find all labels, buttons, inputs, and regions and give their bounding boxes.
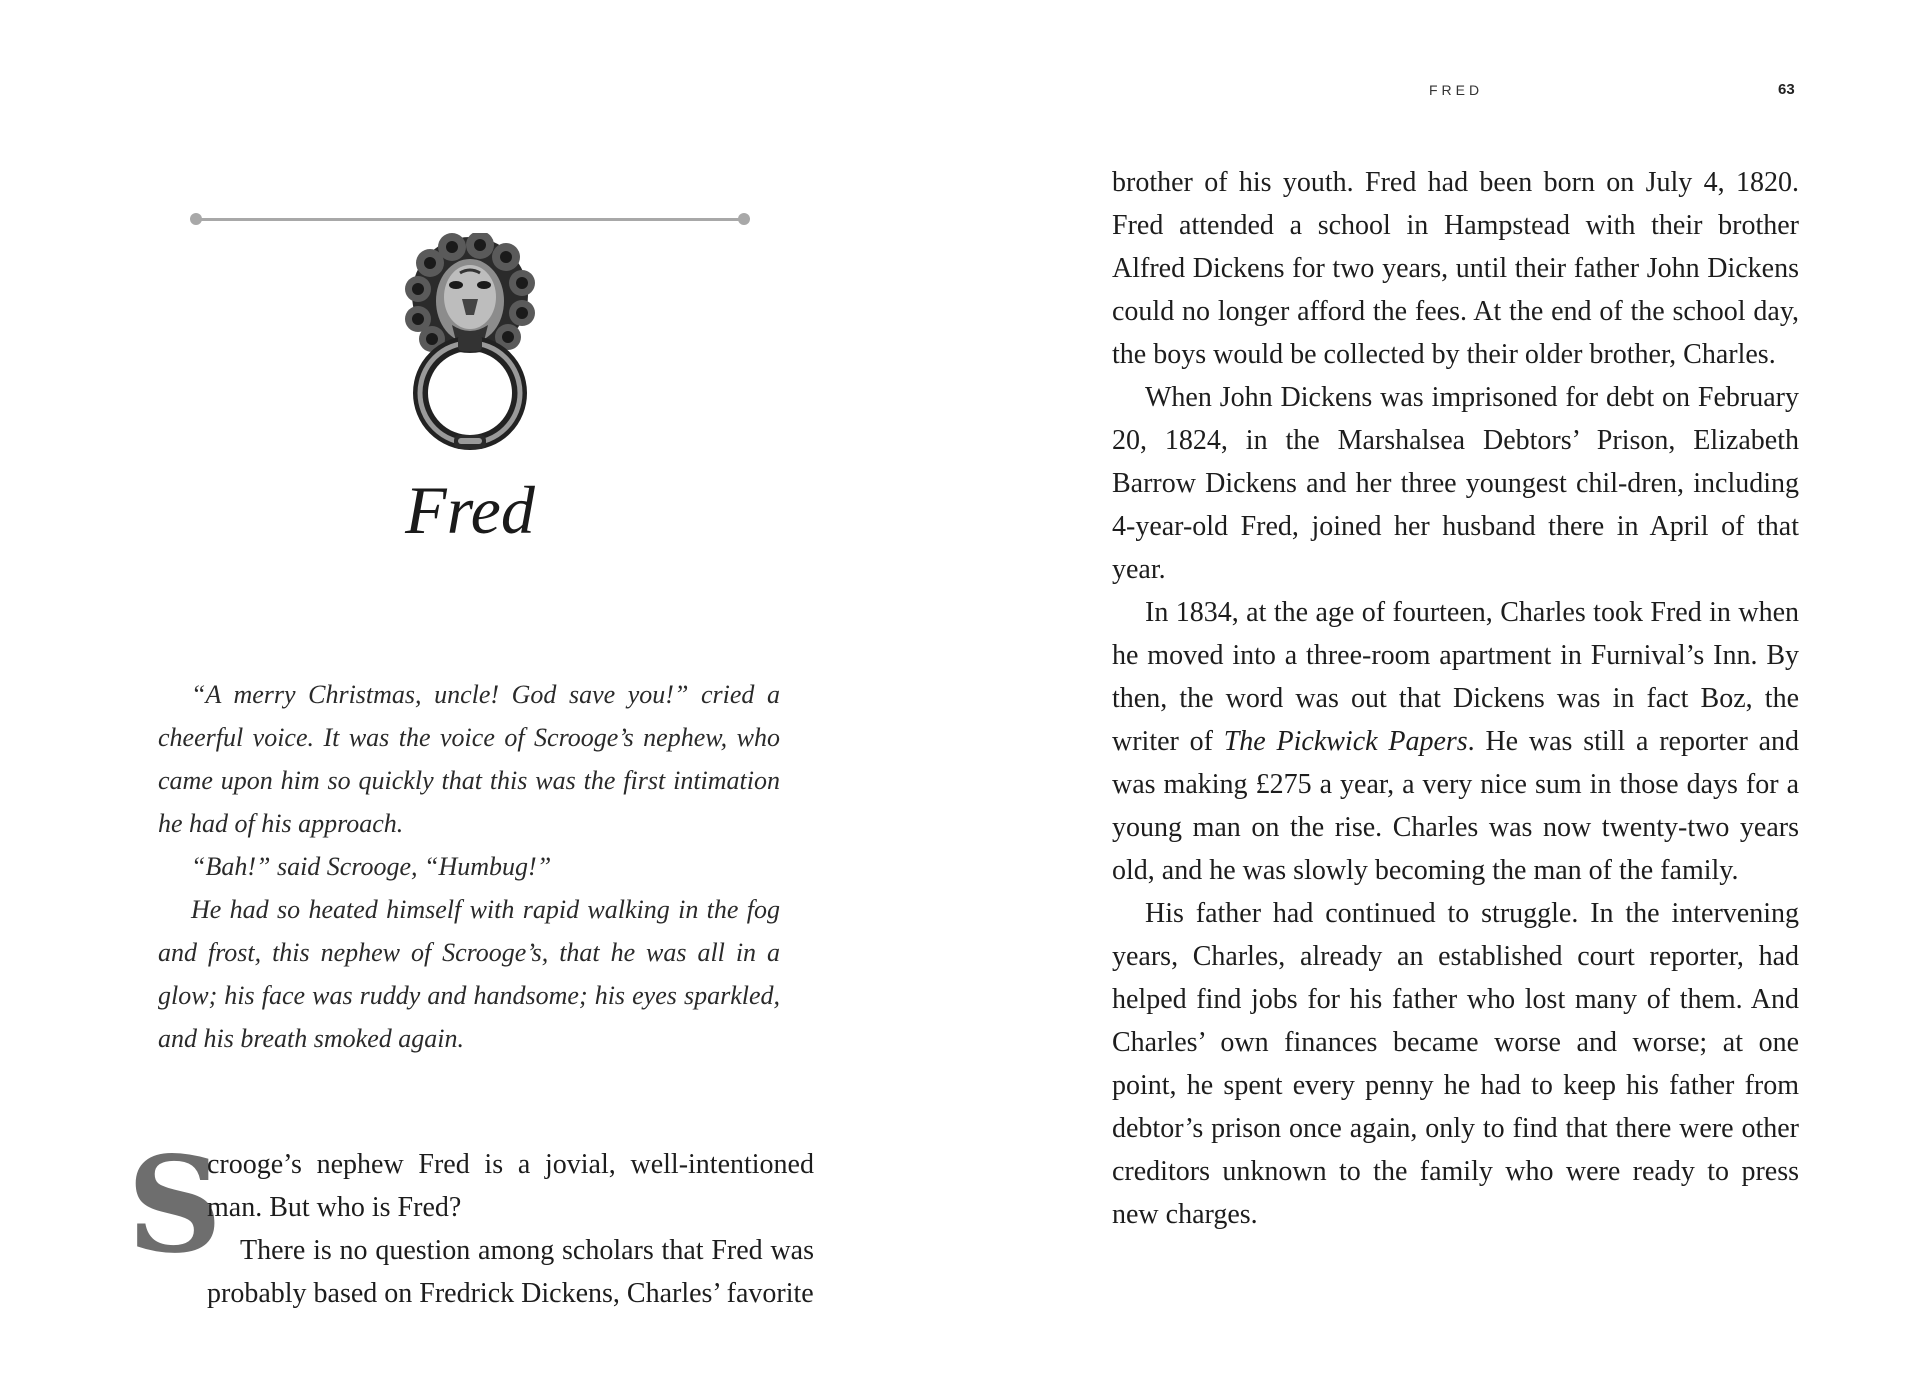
epigraph-paragraph: “Bah!” said Scrooge, “Humbug!” xyxy=(191,852,552,881)
body-text: In 1834, at the age of fourteen, Charles took Fred in when he moved into a three-room apartment in Furnival’s Inn. By then, the word was out that Dickens was in fact Boz, the writer of xyxy=(1112,597,1799,757)
body-text: . He was still a reporter and was making £275 a year, a very nice sum in those days for a young man on the rise. Charles was now twenty-two years old, and he was slowly becoming the man of the family. xyxy=(1112,726,1800,886)
ornament-rule-dot-right xyxy=(738,213,750,225)
running-head: FRED xyxy=(1429,82,1484,98)
ornament-rule xyxy=(196,218,744,221)
drop-cap: S xyxy=(127,1128,223,1283)
body-paragraph: His father had continued to struggle. In the intervening years, Charles, already an established court reporter, had helped find jobs for his father who lost many of them. And Charles’ own finances became worse and worse; at one point, he spent every penny he had to keep his father from debtor’s prison once again, only to find that there were other creditors unknown to the family who were ready to press new charges. xyxy=(1112,898,1799,1230)
epigraph-paragraph: He had so heated himself with rapid walking in the fog and frost, this nephew of Scrooge’s, that he was all in a glow; his face was ruddy and handsome; his eyes sparkled, and his breath smoked again. xyxy=(158,895,780,1053)
left-page xyxy=(0,0,952,1396)
chapter-title: Fred xyxy=(405,472,535,548)
body-text-right xyxy=(1112,161,1799,1236)
body-paragraph: brother of his youth. Fred had been born on July 4, 1820. Fred attended a school in Hampstead with their brother Alfred Dickens for two years, until their father John Dickens could no longer afford the fees. At the end of the school day, the boys would be collected by their older brother, Charles. xyxy=(1112,167,1799,370)
right-page xyxy=(952,0,1905,1396)
body-paragraph: When John Dickens was imprisoned for debt on February 20, 1824, in the Marshalsea Debtors’ Prison, Elizabeth Barrow Dickens and her three youngest chil-dren, including 4-year-old Fred, joined her husband there in April of that year. xyxy=(1112,382,1799,585)
body-text-left xyxy=(127,1128,814,1315)
ornament-rule-dot-left xyxy=(190,213,202,225)
body-paragraph: There is no question among scholars that Fred was probably based on Fredrick Dickens, Charles’ favorite xyxy=(207,1235,814,1309)
book-title: The Pickwick Papers xyxy=(1223,726,1468,757)
epigraph-paragraph: “A merry Christmas, uncle! God save you!” cried a cheerful voice. It was the voice of Scrooge’s nephew, who came upon him so quickly that this was the first intimation he had of his approach. xyxy=(158,680,780,838)
body-paragraph xyxy=(1112,591,1799,892)
page-number: 63 xyxy=(1778,81,1795,98)
epigraph xyxy=(158,673,780,1060)
lion-knocker-icon xyxy=(400,233,540,455)
body-paragraph: crooge’s nephew Fred is a jovial, well-intentioned man. But who is Fred? xyxy=(207,1149,814,1223)
